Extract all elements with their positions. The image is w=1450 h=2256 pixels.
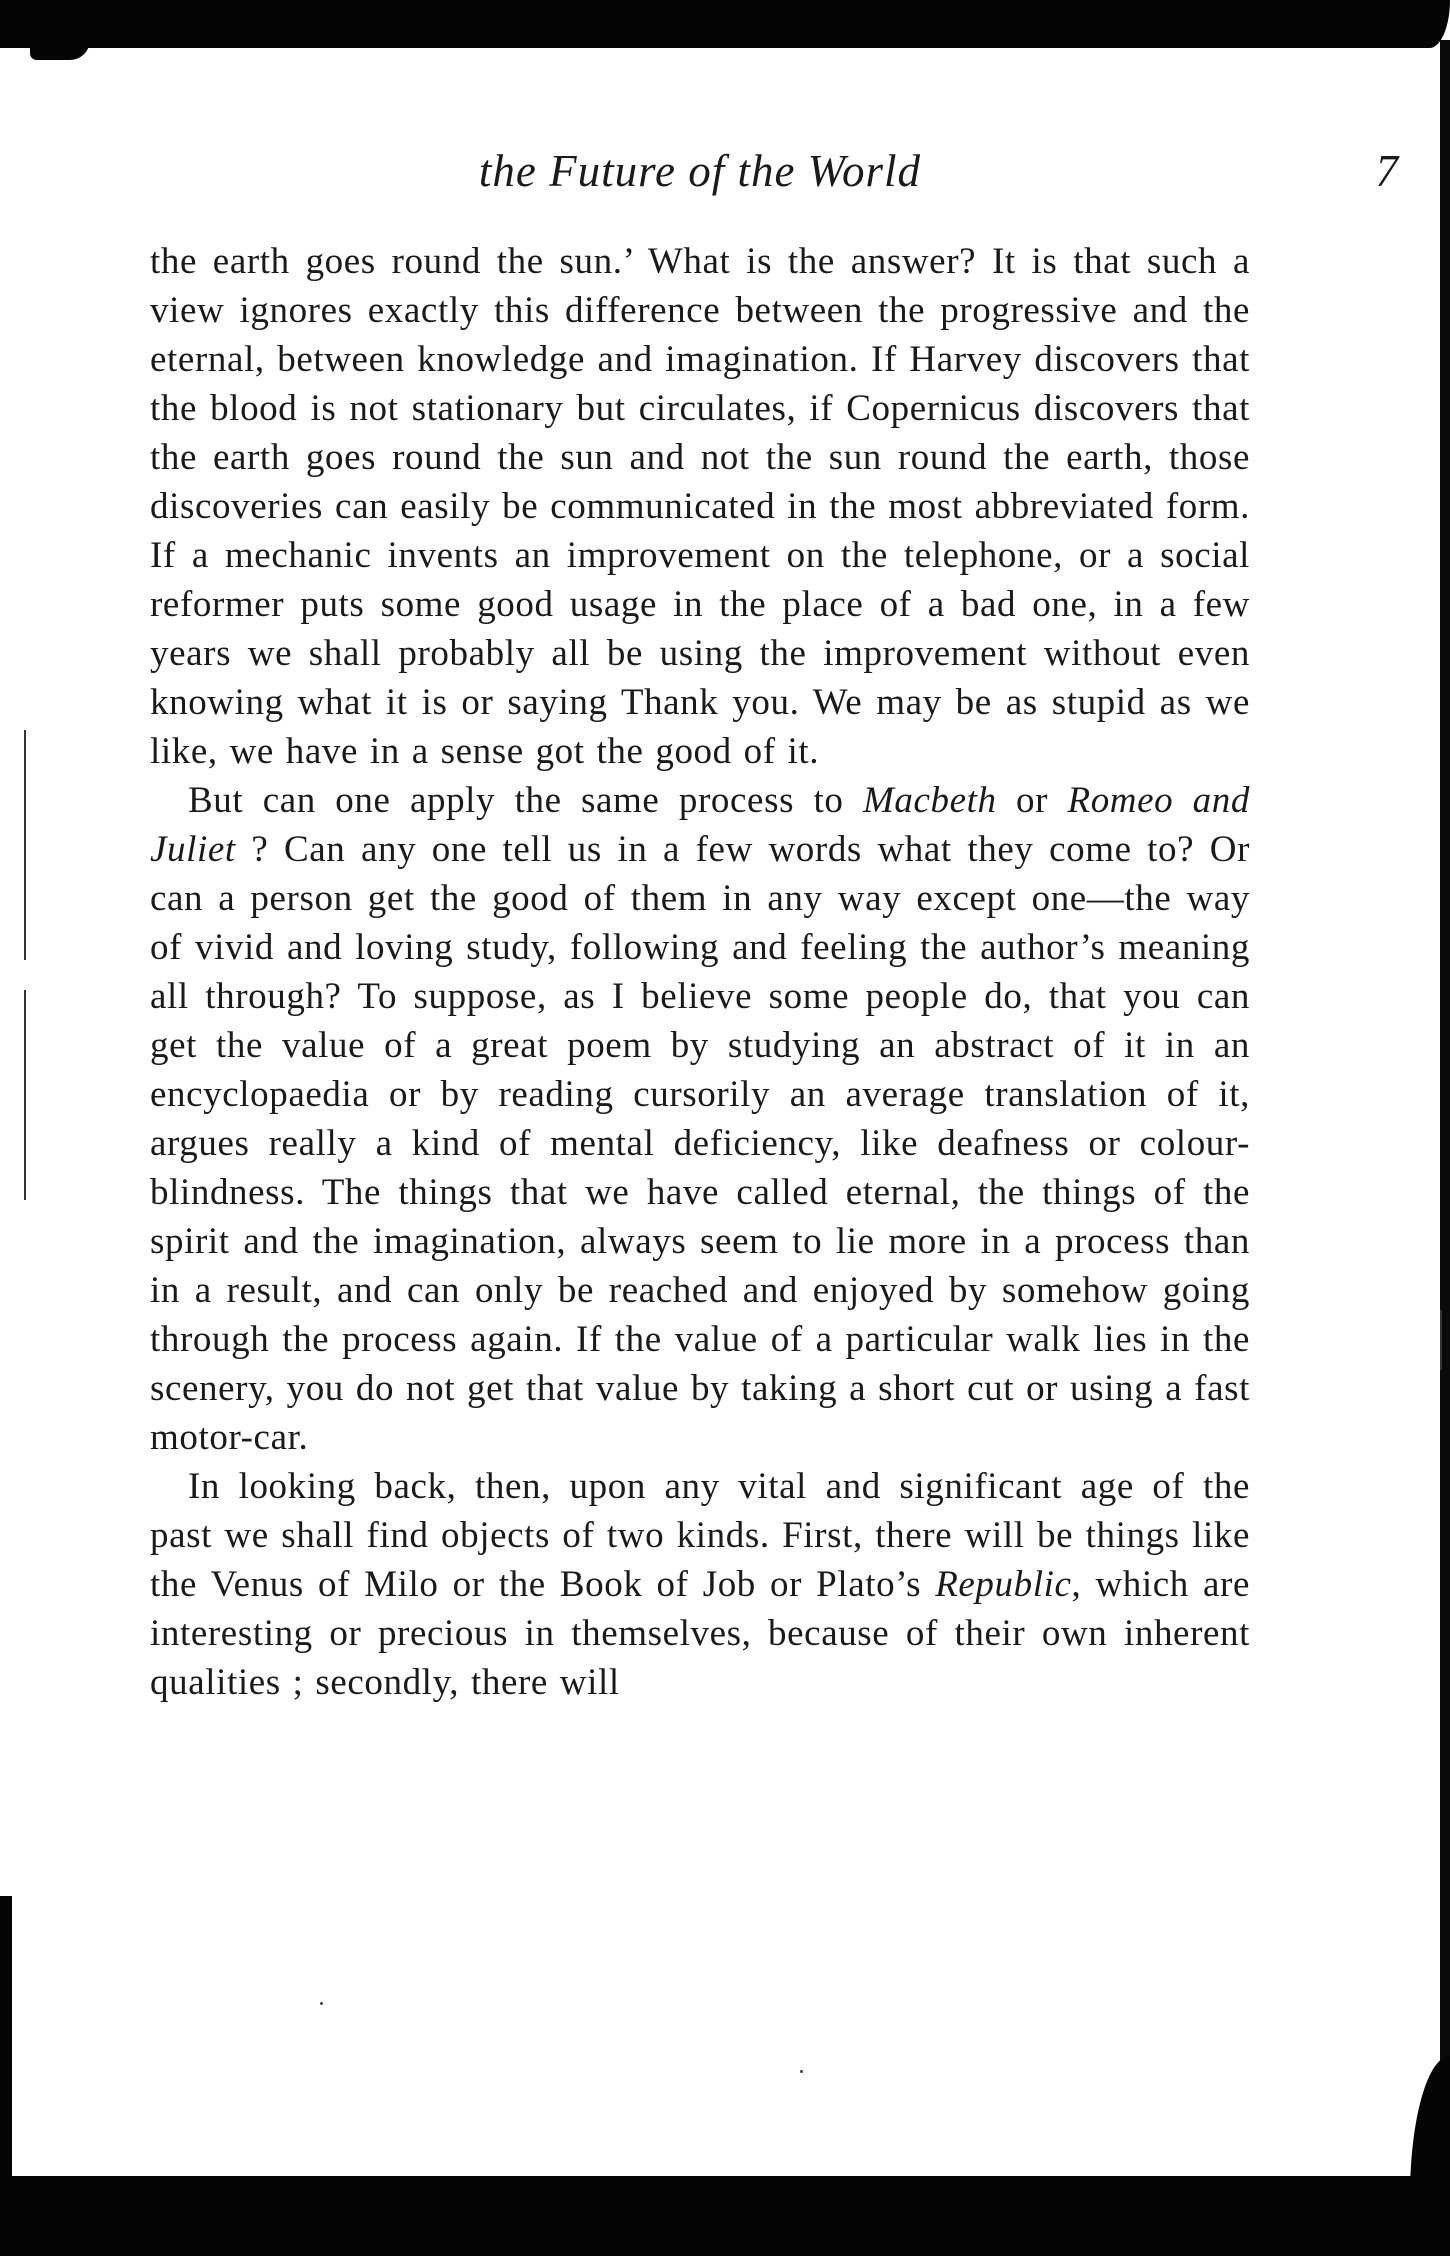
paragraph <box>150 237 1250 776</box>
running-title: the Future of the World <box>478 146 922 196</box>
margin-mark <box>24 990 26 1200</box>
text-run: the earth goes round the sun.’ What is the answer? It is that such a view ignores exactly this difference between the progressive and the eternal, between knowledge and imagination. If Harvey discovers that the blood is not stationary but circulates, if Copernicus discovers that the earth goes round the sun and not the sun round the earth, those discoveries can easily be communicated in the most abbreviated form. If a mechanic invents an improvement on the telephone, or a social reformer puts some good usage in the place of a bad one, in a few years we shall probably all be using the improvement without even knowing what it is or saying Thank you. We may be as stupid as we like, we have in a sense got the good of it. <box>150 241 1250 772</box>
scan-border-right <box>1440 40 1450 2180</box>
paragraph <box>150 1462 1250 1707</box>
scan-border-top <box>0 0 1450 48</box>
body-text <box>150 237 1250 1707</box>
paragraph <box>150 776 1250 1462</box>
margin-mark <box>24 730 26 960</box>
text-run: But can one apply the same process to <box>188 780 863 821</box>
text-run: ? Can any one tell us in a few words what they come to? Or can a person get the good of them in any way except one—the way of vivid and loving study, following and feeling the author’s meaning all through? To suppose, as I believe some people do, that you can get the value of a great poem by studying an abstract of it in an encyclopaedia or by reading cursorily an average translation of it, argues really a kind of mental deficiency, like deafness or colour-blindness. The things that we have called eternal, the things of the spirit and the imagination, always seem to lie more in a process than in a result, and can only be reached and enjoyed by somehow going through the process again. If the value of a particular walk lies in the scenery, you do not get that value by taking a short cut or using a fast motor-car. <box>150 829 1250 1458</box>
text-run: In looking back, then, upon any vital and significant age of the past we shall find objects of two kinds. First, there will be things like the Venus of Milo or the Book of Job or Plato’s <box>150 1466 1250 1605</box>
margin-mark <box>1440 1310 1442 1370</box>
scan-speck <box>800 2070 803 2073</box>
scan-border-notch <box>30 40 90 60</box>
book-page <box>150 145 1398 1707</box>
scan-border-bottom <box>0 2176 1450 2256</box>
scan-border-left <box>0 1896 12 2196</box>
italic-title: Republic <box>935 1564 1072 1605</box>
scan-border-bottom-curve <box>1410 2056 1450 2196</box>
scan-speck <box>320 2002 323 2005</box>
text-run: or <box>996 780 1068 821</box>
italic-title: Romeo and Juliet <box>150 780 1250 870</box>
text-run: , which are interesting or precious in themselves, because of their own inherent qualities ; secondly, there will <box>150 1564 1250 1703</box>
page-number: 7 <box>1375 146 1398 196</box>
running-head <box>150 145 1398 201</box>
italic-title: Macbeth <box>862 780 997 821</box>
